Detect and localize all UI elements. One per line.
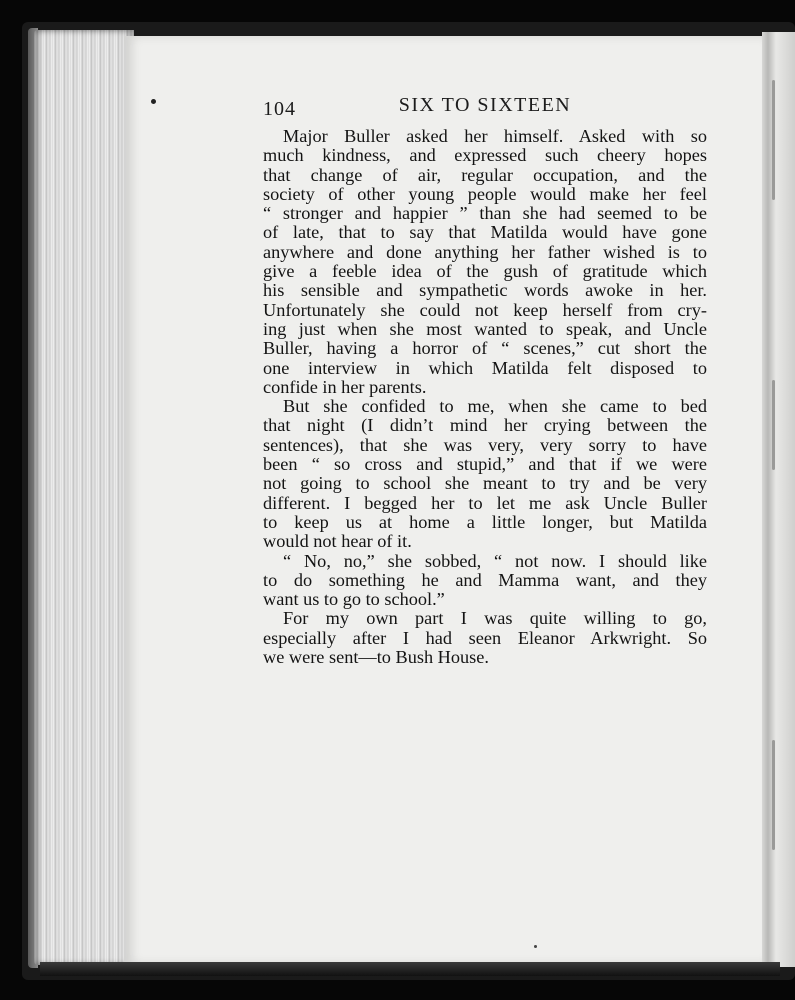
text-line: would not hear of it.	[263, 531, 412, 552]
page-number: 104	[263, 98, 296, 120]
page-gutter	[762, 32, 795, 967]
text-line: we were sent—to Bush House.	[263, 647, 489, 668]
text-line: “ No, no,” she sobbed, “ not now. I should like	[283, 550, 707, 571]
body-text	[263, 127, 707, 667]
text-line: that change of air, regular occupation, and the	[263, 164, 707, 185]
text-line: to keep us at home a little longer, but Matilda	[263, 511, 707, 532]
text-line: want us to go to school.”	[263, 589, 445, 610]
text-line: ing just when she most wanted to speak, and Uncle	[263, 318, 707, 339]
gutter-crease	[772, 80, 775, 200]
text-line: to do something he and Mamma want, and they	[263, 569, 707, 590]
page-speck	[534, 945, 537, 948]
text-line: different. I begged her to let me ask Uncle Buller	[263, 492, 707, 513]
text-line: society of other young people would make her feel	[263, 183, 707, 204]
text-line: anywhere and done anything her father wished is to	[263, 241, 707, 262]
text-line: not going to school she meant to try and be very	[263, 473, 707, 494]
text-line: that night (I didn’t mind her crying between the	[263, 415, 707, 436]
text-line: especially after I had seen Eleanor Arkwright. So	[263, 627, 707, 648]
text-line: sentences), that she was very, very sorry to have	[263, 434, 707, 455]
text-line: Unfortunately she could not keep herself from cry-	[263, 299, 707, 320]
gutter-crease	[772, 740, 775, 850]
text-line: been “ so cross and stupid,” and that if we were	[263, 454, 707, 475]
page-edges	[34, 30, 134, 965]
margin-dot	[151, 99, 156, 104]
text-line: confide in her parents.	[263, 376, 427, 397]
text-line: Buller, having a horror of “ scenes,” cut short the	[263, 338, 707, 359]
text-line: But she confided to me, when she came to bed	[283, 396, 707, 417]
gutter-crease	[772, 380, 775, 470]
text-line: give a feeble idea of the gush of gratitude which	[263, 261, 707, 282]
running-head: SIX TO SIXTEEN	[398, 94, 572, 116]
text-line: Major Buller asked her himself. Asked with so	[283, 126, 707, 146]
text-line: one interview in which Matilda felt disposed to	[263, 357, 707, 378]
book-bottom-edge	[40, 962, 780, 976]
text-line: “ stronger and happier ” than she had seemed to be	[263, 203, 707, 224]
text-line: For my own part I was quite willing to go,	[283, 608, 707, 629]
text-line: much kindness, and expressed such cheery hopes	[263, 145, 707, 166]
text-line: of late, that to say that Matilda would have gone	[263, 222, 707, 243]
text-line: his sensible and sympathetic words awoke in her.	[263, 280, 707, 301]
